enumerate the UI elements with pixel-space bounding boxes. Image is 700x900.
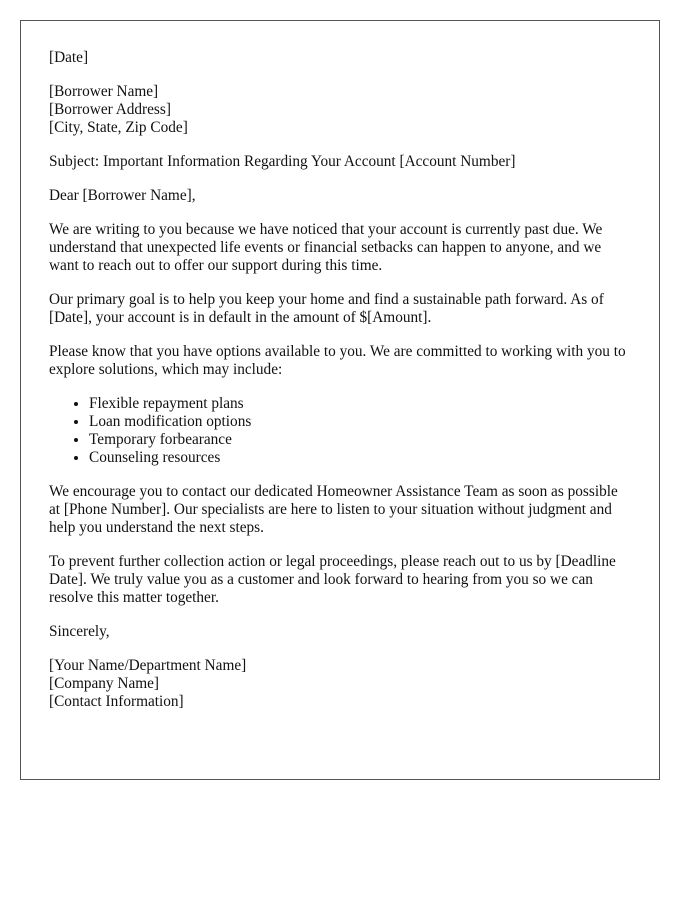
body-paragraph-1: We are writing to you because we have noticed that your account is currently past due. We understand that unexpected life events or financial setbacks can happen to anyone, and we want to reach out to offer our support during this time.: [49, 221, 603, 274]
letter-date: [Date]: [49, 49, 89, 66]
sign-off: Sincerely,: [49, 623, 110, 640]
signature-block: [49, 657, 631, 711]
signature-contact: [Contact Information]: [49, 693, 184, 710]
signature-name: [Your Name/Department Name]: [49, 657, 247, 674]
signature-company: [Company Name]: [49, 675, 160, 692]
option-item-loan-modification: • Loan modification options: [89, 413, 631, 431]
option-item-forbearance: • Temporary forbearance: [89, 431, 631, 449]
body-paragraph-3: Please know that you have options available to you. We are committed to working with you to explore solutions, which may include:: [49, 343, 626, 378]
body-paragraph-2: Our primary goal is to help you keep your home and find a sustainable path forward. As of [Date], your account is in default in the amount of $[Amount].: [49, 291, 604, 326]
closing-paragraph-2: To prevent further collection action or legal proceedings, please reach out to us by [Deadline Date]. We truly value you as a customer and look forward to hearing from you so we can resolve this matter together.: [49, 553, 616, 606]
option-item-counseling: • Counseling resources: [89, 449, 631, 467]
recipient-address: [Borrower Address]: [49, 101, 171, 118]
letter-subject: Subject: Important Information Regarding Your Account [Account Number]: [49, 153, 516, 170]
recipient-address-block: [49, 83, 631, 137]
letter-page: [20, 20, 660, 780]
option-item-repayment-plans: • Flexible repayment plans: [89, 395, 631, 413]
recipient-city-state-zip: [City, State, Zip Code]: [49, 119, 188, 136]
closing-paragraph-1: We encourage you to contact our dedicated Homeowner Assistance Team as soon as possible at [Phone Number]. Our specialists are here to listen to your situation without judgment and help you understand the next steps.: [49, 483, 618, 536]
options-list: [49, 395, 631, 467]
letter-salutation: Dear [Borrower Name],: [49, 187, 196, 204]
recipient-name: [Borrower Name]: [49, 83, 159, 100]
